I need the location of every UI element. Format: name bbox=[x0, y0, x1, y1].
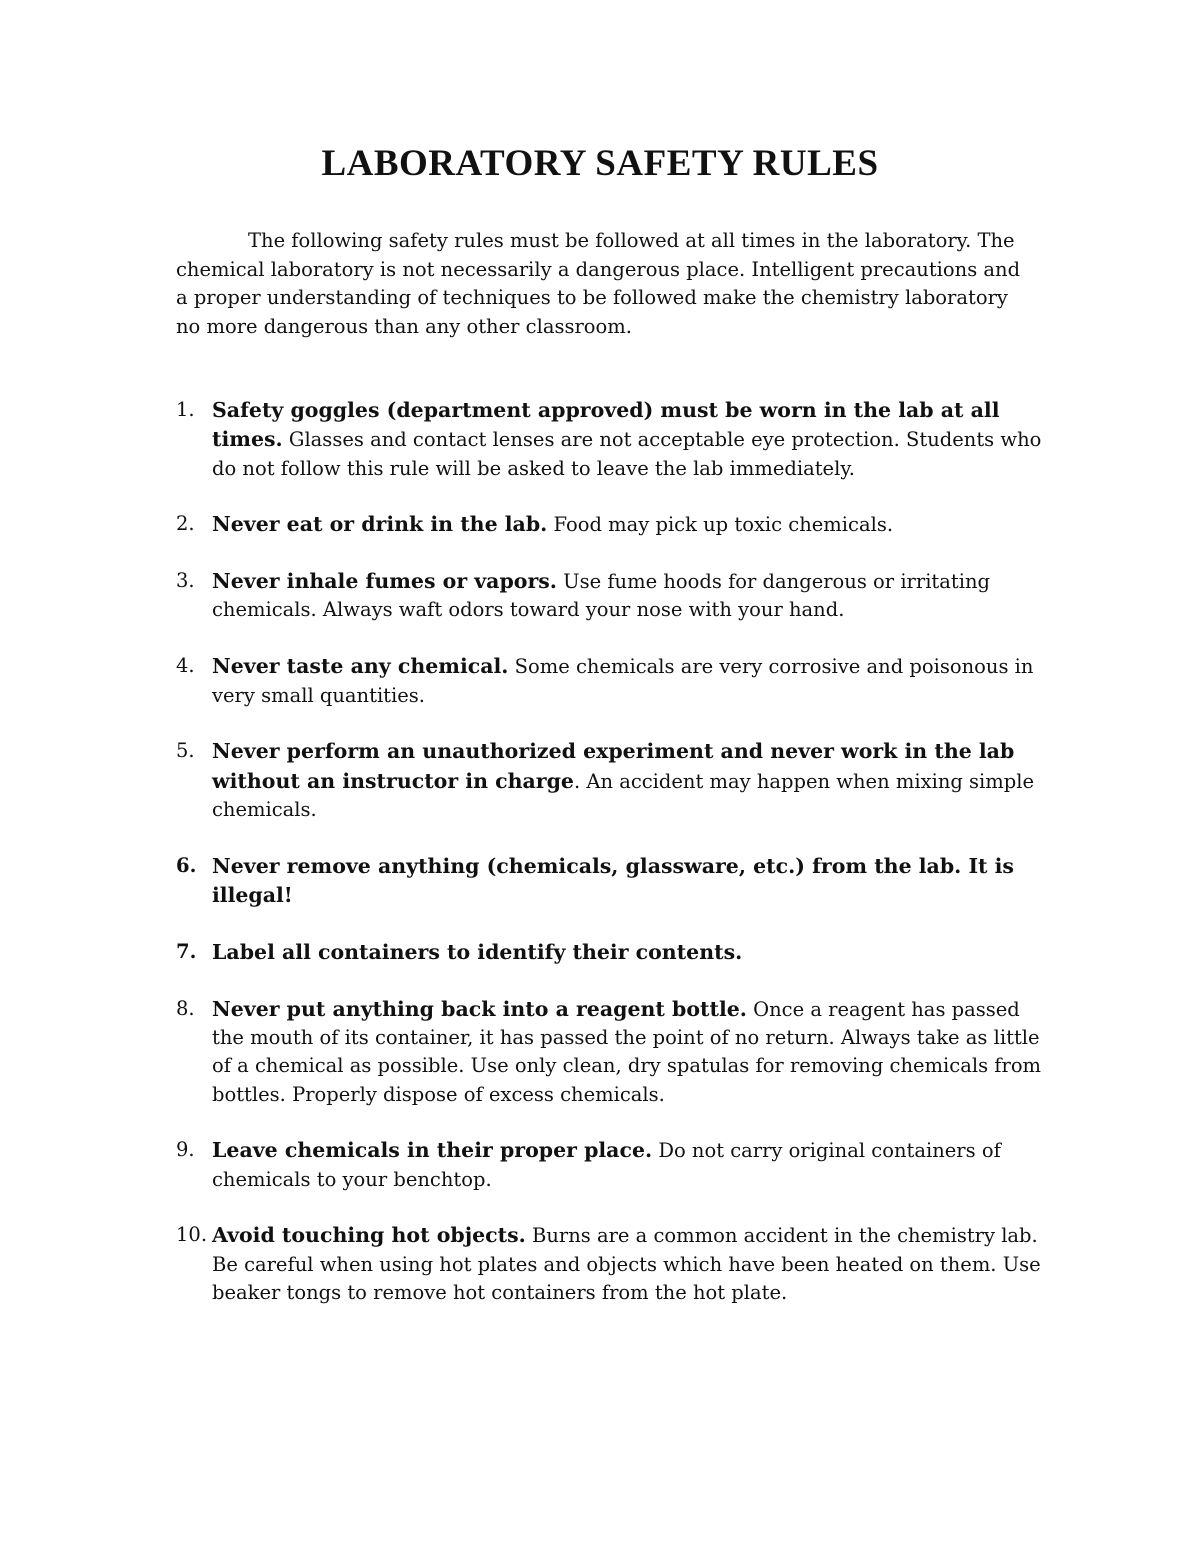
rule-number: 6. bbox=[176, 853, 197, 877]
rule-text: . An accident may happen when mixing simple chemicals. bbox=[212, 769, 1035, 821]
rule-text: Use fume hoods for dangerous or irritating chemicals. Always waft odors toward your nose with your hand. bbox=[212, 570, 991, 622]
rule-item-1 bbox=[176, 396, 1046, 483]
rule-number: 9. bbox=[176, 1138, 195, 1162]
rule-lead: Never inhale fumes or vapors. bbox=[212, 569, 557, 594]
rule-text: Once a reagent has passed the mouth of its container, it has passed the point of no return. Always take as little of a chemical as possible. Use only clean, dry spatulas for removing chemicals from bottles. Properly dispose of excess chemicals. bbox=[212, 997, 1042, 1106]
rule-lead: Leave chemicals in their proper place. bbox=[212, 1138, 653, 1163]
rule-item-7 bbox=[176, 938, 1046, 967]
rule-lead: Never remove anything (chemicals, glassware, etc.) from the lab. It is illegal! bbox=[212, 853, 1014, 908]
rule-item-9 bbox=[176, 1136, 1046, 1194]
rule-item-10 bbox=[176, 1221, 1046, 1307]
rule-lead: Avoid touching hot objects. bbox=[212, 1223, 526, 1248]
rule-item-3 bbox=[176, 567, 1046, 625]
rule-item-5 bbox=[176, 737, 1046, 824]
rule-number: 10. bbox=[176, 1223, 208, 1247]
rule-lead: Never perform an unauthorized experiment and never work in the lab without an instructor in charge bbox=[212, 739, 1015, 793]
rule-text: Food may pick up toxic chemicals. bbox=[547, 513, 894, 537]
intro-paragraph: The following safety rules must be followed at all times in the laboratory. The chemical laboratory is not necessarily a dangerous place. Intelligent precautions and a proper understanding of techniques to be followed make the chemistry laboratory no more dangerous than any other classroom. bbox=[176, 229, 1021, 338]
rule-lead: Label all containers to identify their contents. bbox=[212, 939, 743, 964]
rule-text: Do not carry original containers of chemicals to your benchtop. bbox=[212, 1139, 1001, 1191]
rule-text: Glasses and contact lenses are not acceptable eye protection. Students who do not follow this rule will be asked to leave the lab immediately. bbox=[212, 428, 1042, 480]
rule-number: 8. bbox=[176, 996, 195, 1020]
rule-number: 5. bbox=[176, 739, 195, 763]
rule-number: 2. bbox=[176, 512, 195, 536]
rule-item-4 bbox=[176, 652, 1046, 710]
rule-lead: Never put anything back into a reagent bottle. bbox=[212, 996, 747, 1021]
page-title: LABORATORY SAFETY RULES bbox=[321, 143, 879, 184]
rule-text: Burns are a common accident in the chemistry lab. Be careful when using hot plates and objects which have been heated on them. Use beaker tongs to remove hot containers from the hot plate. bbox=[212, 1224, 1041, 1305]
rule-number: 7. bbox=[176, 939, 197, 963]
rule-lead: Safety goggles (department approved) must be worn in the lab at all times. bbox=[212, 398, 1000, 452]
rule-text: Some chemicals are very corrosive and poisonous in very small quantities. bbox=[212, 655, 1034, 707]
safety-rules-list bbox=[176, 396, 1046, 1335]
rule-number: 3. bbox=[176, 569, 195, 593]
rule-number: 1. bbox=[176, 398, 195, 421]
rule-lead: Never taste any chemical. bbox=[212, 654, 509, 679]
rule-item-2 bbox=[176, 510, 1046, 539]
rule-item-6 bbox=[176, 852, 1046, 911]
rule-number: 4. bbox=[176, 654, 195, 678]
rule-lead: Never eat or drink in the lab. bbox=[212, 512, 548, 537]
rule-item-8 bbox=[176, 995, 1046, 1109]
